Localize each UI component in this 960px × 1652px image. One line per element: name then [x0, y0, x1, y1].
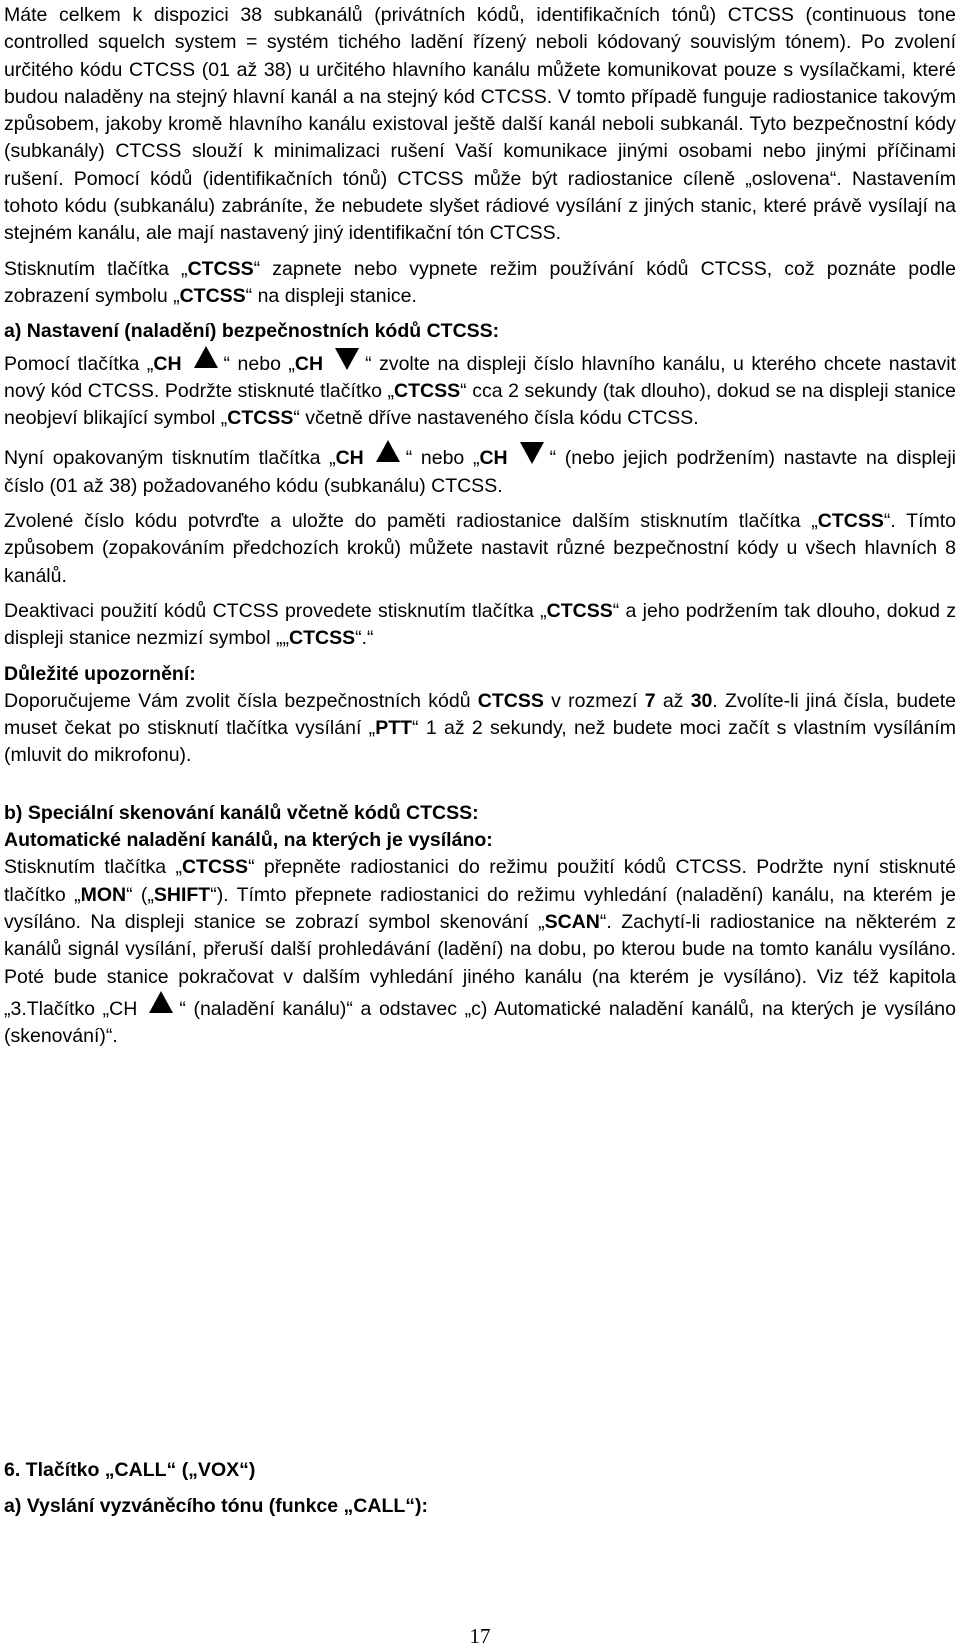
bold-term: PTT	[375, 717, 413, 740]
text-span: “ včetně dříve nastaveného čísla kódu CTCSS.	[293, 407, 699, 430]
bold-term: 30	[690, 689, 713, 712]
section-a-paragraph-2	[4, 440, 956, 500]
heading-text: b) Speciální skenování kanálů včetně kódů CTCSS:	[4, 801, 479, 824]
section-6	[4, 1457, 956, 1521]
section-a-paragraph-3	[4, 508, 956, 590]
bold-term: CH	[153, 352, 182, 375]
triangle-up-icon	[149, 991, 173, 1013]
text-span: Doporučujeme Vám zvolit čísla bezpečnostních kódů	[4, 689, 478, 712]
bold-term: CH	[335, 447, 364, 470]
text-span: “ a jeho podržením tak dlouho, dokud z displeji stanice nezmizí symbol „„	[4, 599, 956, 650]
section-b-subheading	[4, 827, 956, 854]
text-span: “ („	[126, 883, 154, 906]
text-span: “.“	[355, 627, 374, 650]
triangle-down-icon	[520, 442, 544, 464]
triangle-up-icon	[194, 346, 218, 368]
bold-term: CTCSS	[181, 856, 249, 879]
document-body	[4, 2, 956, 1050]
important-heading	[4, 661, 956, 688]
section-a-paragraph-4	[4, 598, 956, 653]
bold-term: MON	[80, 883, 127, 906]
toggle-paragraph	[4, 256, 956, 311]
text-span: “. Zachytí-li radiostanice na některém z kanálů signál vysílání, přeruší další prohledávání (ladění) na dobu, po kterou bude na tomto kanálu vysíláno. Poté bude stanice pokračovat v dalším vyhledání jiného kanálu (na kterém je vysíláno). Viz též kapitola „3.Tlačítko „CH	[4, 910, 956, 1020]
text-span: “). Tímto přepnete radiostanici do režimu vyhledání (naladění) kanálu, na kterém je vysíláno. Na displeji stanice se zobrazí symbol skenování „	[4, 883, 957, 933]
text-span: “. Tímto způsobem (zopakováním předchozích kroků) můžete nastavit různé bezpečnostní kódy u všech hlavních 8 kanálů.	[4, 510, 956, 587]
heading-text: a) Vyslání vyzváněcího tónu (funkce „CALL“):	[4, 1495, 429, 1518]
bold-term: CTCSS	[477, 689, 544, 712]
text-span: . Zvolíte-li jiná čísla, budete muset čekat po stisknutí tlačítka vysílání „	[4, 689, 956, 740]
bold-term: SHIFT	[153, 883, 211, 906]
section-6-subheading	[4, 1493, 956, 1520]
text-span: “ nebo „	[223, 352, 295, 375]
section-b-heading	[4, 800, 956, 827]
page-number: 17	[469, 1624, 491, 1648]
heading-text: 6. Tlačítko „CALL“ („VOX“)	[4, 1459, 256, 1481]
section-b-paragraph	[4, 854, 956, 1050]
heading-text: Automatické naladění kanálů, na kterých je vysíláno:	[4, 829, 493, 852]
text-span: “ cca 2 sekundy (tak dlouho), dokud se na displeji stanice neobjeví blikající symbol „	[4, 379, 956, 430]
text-span: “ zapnete nebo vypnete režim používání kódů CTCSS, což poznáte podle zobrazení symbolu „	[4, 257, 956, 307]
text-span: “ 1 až 2 sekundy, než budete moci začít s vlastním vysíláním (mluvit do mikrofonu).	[4, 717, 956, 767]
text-span: Deaktivaci použití kódů CTCSS provedete stisknutím tlačítka „	[4, 599, 547, 622]
text-span: “ (nebo jejich podržením) nastavte na displeji číslo (01 až 38) požadovaného kódu (subkanálu) CTCSS.	[4, 447, 957, 497]
text-span: “ přepněte radiostanici do režimu použití kódů CTCSS. Podržte nyní stisknuté tlačítko „	[4, 856, 956, 906]
bold-term: CTCSS	[289, 627, 356, 650]
text-span: “ nebo „	[405, 447, 480, 470]
bold-term: SCAN	[544, 910, 600, 933]
text-span: v rozmezí	[543, 689, 645, 712]
text-span: Stisknutím tlačítka „	[4, 257, 188, 280]
section-a-paragraph-1	[4, 346, 956, 433]
text-span: Pomocí tlačítka „	[4, 352, 154, 375]
bold-term: CTCSS	[817, 510, 884, 533]
bold-term: 7	[644, 689, 656, 712]
heading-text: a) Nastavení (naladění) bezpečnostních kódů CTCSS:	[4, 320, 500, 343]
section-a-heading	[4, 318, 956, 345]
bold-term: CH	[479, 447, 508, 470]
text-span: až	[655, 689, 691, 712]
text-span: Nyní opakovaným tisknutím tlačítka „	[4, 447, 336, 470]
triangle-down-icon	[335, 348, 359, 370]
text-span: “ (naladění kanálu)“ a odstavec „c) Automatické naladění kanálů, na kterých je vysíláno (skenování)“.	[4, 997, 956, 1048]
section-6-heading	[4, 1457, 956, 1484]
triangle-up-icon	[376, 440, 400, 462]
bold-term: CTCSS	[227, 407, 294, 430]
text-span: “ zvolte na displeji číslo hlavního kanálu, u kterého chcete nastavit nový kód CTCSS. Podržte stisknuté tlačítko „	[4, 352, 957, 402]
bold-term: CTCSS	[179, 284, 246, 307]
intro-paragraph: Máte celkem k dispozici 38 subkanálů (privátních kódů, identifikačních tónů) CTCSS (continuous tone controlled squelch system = systém tichého ladění řízený neboli kódovaný souvislým tónem). Po zvolení určitého kódu CTCSS (01 až 38) u určitého hlavního kanálu můžete komunikovat pouze s vysílačkami, které budou naladěny na stejný hlavní kanál a na stejný kód CTCSS. V tomto případě funguje radiostanice takovým způsobem, jakoby kromě hlavního kanálu existoval ještě další kanál neboli subkanál. Tyto bezpečnostní kódy (subkanály) CTCSS slouží k minimalizaci rušení Vaší komunikace jinými osobami nebo jinými příčinami rušení. Pomocí kódů (identifikačních tónů) CTCSS může být radiostanice cíleně „oslovena“. Nastavením tohoto kódu (subkanálu) zabráníte, že nebudete slyšet rádiové vysílání z jiných stanic, které právě vysílají na stejném kanálu, ale mají nastavený jiný identifikační tón CTCSS.	[4, 4, 956, 245]
text-span: Stisknutím tlačítka „	[4, 856, 182, 879]
important-paragraph	[4, 688, 956, 770]
text-span: Zvolené číslo kódu potvrďte a uložte do paměti radiostanice dalším stisknutím tlačítka „	[4, 510, 818, 533]
bold-term: CTCSS	[546, 599, 613, 622]
bold-term: CH	[294, 352, 324, 375]
text-span: “ na displeji stanice.	[245, 284, 417, 307]
bold-term: CTCSS	[394, 379, 461, 402]
bold-term: CTCSS	[187, 257, 254, 280]
heading-text: Důležité upozornění:	[4, 662, 196, 685]
